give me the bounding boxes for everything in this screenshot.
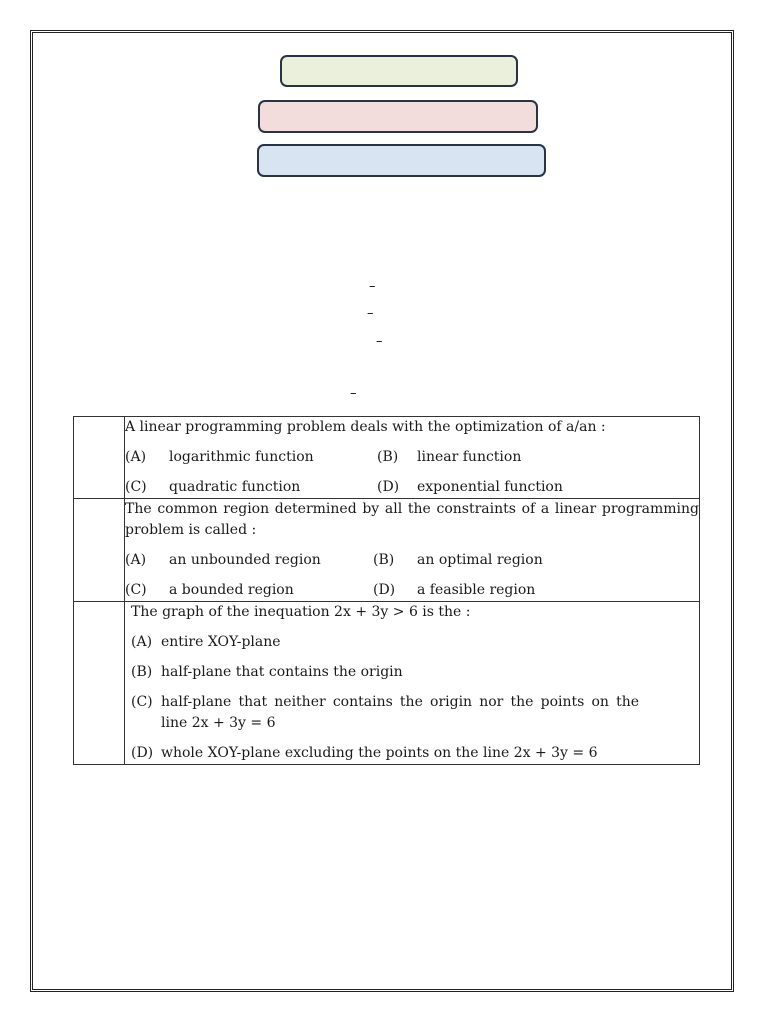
header-dash: – bbox=[369, 279, 376, 294]
option-text: an unbounded region bbox=[169, 552, 321, 568]
option-row bbox=[125, 550, 699, 571]
option-text: entire XOY-plane bbox=[161, 634, 281, 650]
option-row bbox=[125, 447, 699, 468]
option-letter: (B) bbox=[373, 552, 395, 568]
option-text: whole XOY-plane excluding the points on the line 2x + 3y = 6 bbox=[161, 745, 598, 761]
question-row bbox=[74, 499, 700, 602]
option-c[interactable] bbox=[125, 477, 377, 498]
option-letter: (A) bbox=[125, 552, 147, 568]
question-row bbox=[74, 417, 700, 499]
option-letter: (D) bbox=[373, 582, 396, 598]
option-text: a feasible region bbox=[417, 582, 536, 598]
header-dash: – bbox=[367, 306, 374, 321]
question-cell bbox=[125, 499, 700, 602]
question-number-cell bbox=[74, 602, 125, 765]
option-a[interactable] bbox=[125, 550, 373, 571]
option-letter: (B) bbox=[377, 449, 399, 465]
option-b[interactable] bbox=[131, 662, 699, 683]
question-text: A linear programming problem deals with the optimization of a/an : bbox=[125, 419, 606, 435]
header-dash: – bbox=[350, 386, 357, 401]
question-cell bbox=[125, 417, 700, 499]
option-letter: (C) bbox=[125, 479, 147, 495]
option-a[interactable] bbox=[125, 447, 377, 468]
option-text: a bounded region bbox=[169, 582, 294, 598]
option-text: half-plane that neither contains the origin nor the points on the line 2x + 3y = 6 bbox=[161, 694, 639, 731]
header-banner-blue bbox=[257, 144, 546, 177]
option-b[interactable] bbox=[377, 447, 521, 468]
option-a[interactable] bbox=[131, 632, 699, 653]
option-list bbox=[131, 632, 699, 764]
option-row bbox=[125, 580, 699, 601]
question-text: The graph of the inequation 2x + 3y > 6 is the : bbox=[131, 604, 471, 620]
option-text: exponential function bbox=[417, 479, 563, 495]
question-number-cell bbox=[74, 499, 125, 602]
option-d[interactable] bbox=[377, 477, 563, 498]
option-c[interactable] bbox=[131, 692, 699, 734]
option-letter: (A) bbox=[125, 449, 147, 465]
question-table bbox=[73, 416, 700, 765]
question-row bbox=[74, 602, 700, 765]
option-text: linear function bbox=[417, 449, 522, 465]
option-d[interactable] bbox=[131, 743, 699, 764]
option-text: an optimal region bbox=[417, 552, 543, 568]
question-text: The common region determined by all the constraints of a linear programming problem is called : bbox=[125, 501, 699, 538]
header-dash: – bbox=[376, 334, 383, 349]
question-number-cell bbox=[74, 417, 125, 499]
option-d[interactable] bbox=[373, 580, 535, 601]
question-cell bbox=[125, 602, 700, 765]
option-letter: (C) bbox=[125, 582, 147, 598]
option-c[interactable] bbox=[125, 580, 373, 601]
option-letter: (A) bbox=[131, 634, 153, 650]
header-banner-green bbox=[280, 55, 518, 87]
option-letter: (D) bbox=[377, 479, 400, 495]
option-text: logarithmic function bbox=[169, 449, 314, 465]
option-text: half-plane that contains the origin bbox=[161, 664, 403, 680]
option-letter: (D) bbox=[131, 745, 154, 761]
option-letter: (B) bbox=[131, 664, 153, 680]
option-b[interactable] bbox=[373, 550, 543, 571]
header-banner-pink bbox=[258, 100, 538, 133]
option-row bbox=[125, 477, 699, 498]
option-letter: (C) bbox=[131, 694, 153, 710]
option-text: quadratic function bbox=[169, 479, 301, 495]
